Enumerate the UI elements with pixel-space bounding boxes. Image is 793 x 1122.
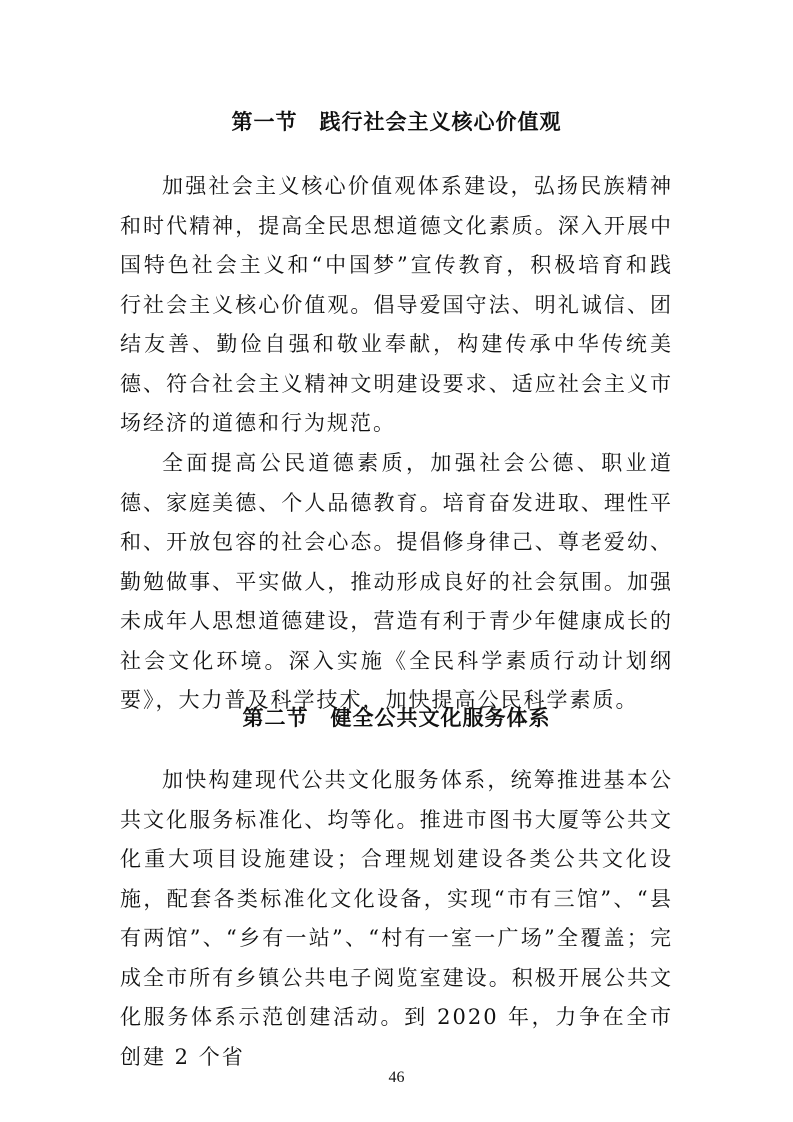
- section-1-heading: 第一节 践行社会主义核心价值观: [231, 110, 562, 134]
- section-2-paragraph-1: 加快构建现代公共文化服务体系，统筹推进基本公共文化服务标准化、均等化。推进市图书大厦等公共文化重大项目设施建设；合理规划建设各类公共文化设施，配套各类标准化文化设备，实现“市有三馆”、“县有两馆”、“乡有一站”、“村有一室一广场”全覆盖；完成全市所有乡镇公共电子阅览室建设。积极开展公共文化服务体系示范创建活动。到 2020 年，力争在全市创建 2 个省: [120, 768, 673, 1069]
- section-1-paragraph-1: 加强社会主义核心价值观体系建设，弘扬民族精神和时代精神，提高全民思想道德文化素质。深入开展中国特色社会主义和“中国梦”宣传教育，积极培育和践行社会主义核心价值观。倡导爱国守法、明礼诚信、团结友善、勤俭自强和敬业奉献，构建传承中华传统美德、符合社会主义精神文明建设要求、适应社会主义市场经济的道德和行为规范。: [120, 174, 673, 435]
- section-1-paragraph-2: 全面提高公民道德素质，加强社会公德、职业道德、家庭美德、个人品德教育。培育奋发进取、理性平和、开放包容的社会心态。提倡修身律己、尊老爱幼、勤勉做事、平实做人，推动形成良好的社会氛围。加强未成年人思想道德建设，营造有利于青少年健康成长的社会文化环境。深入实施《全民科学素质行动计划纲要》，大力普及科学技术，加快提高公民科学素质。: [120, 451, 673, 712]
- page-number: 46: [388, 1069, 405, 1086]
- section-2-heading: 第二节 健全公共文化服务体系: [242, 706, 551, 730]
